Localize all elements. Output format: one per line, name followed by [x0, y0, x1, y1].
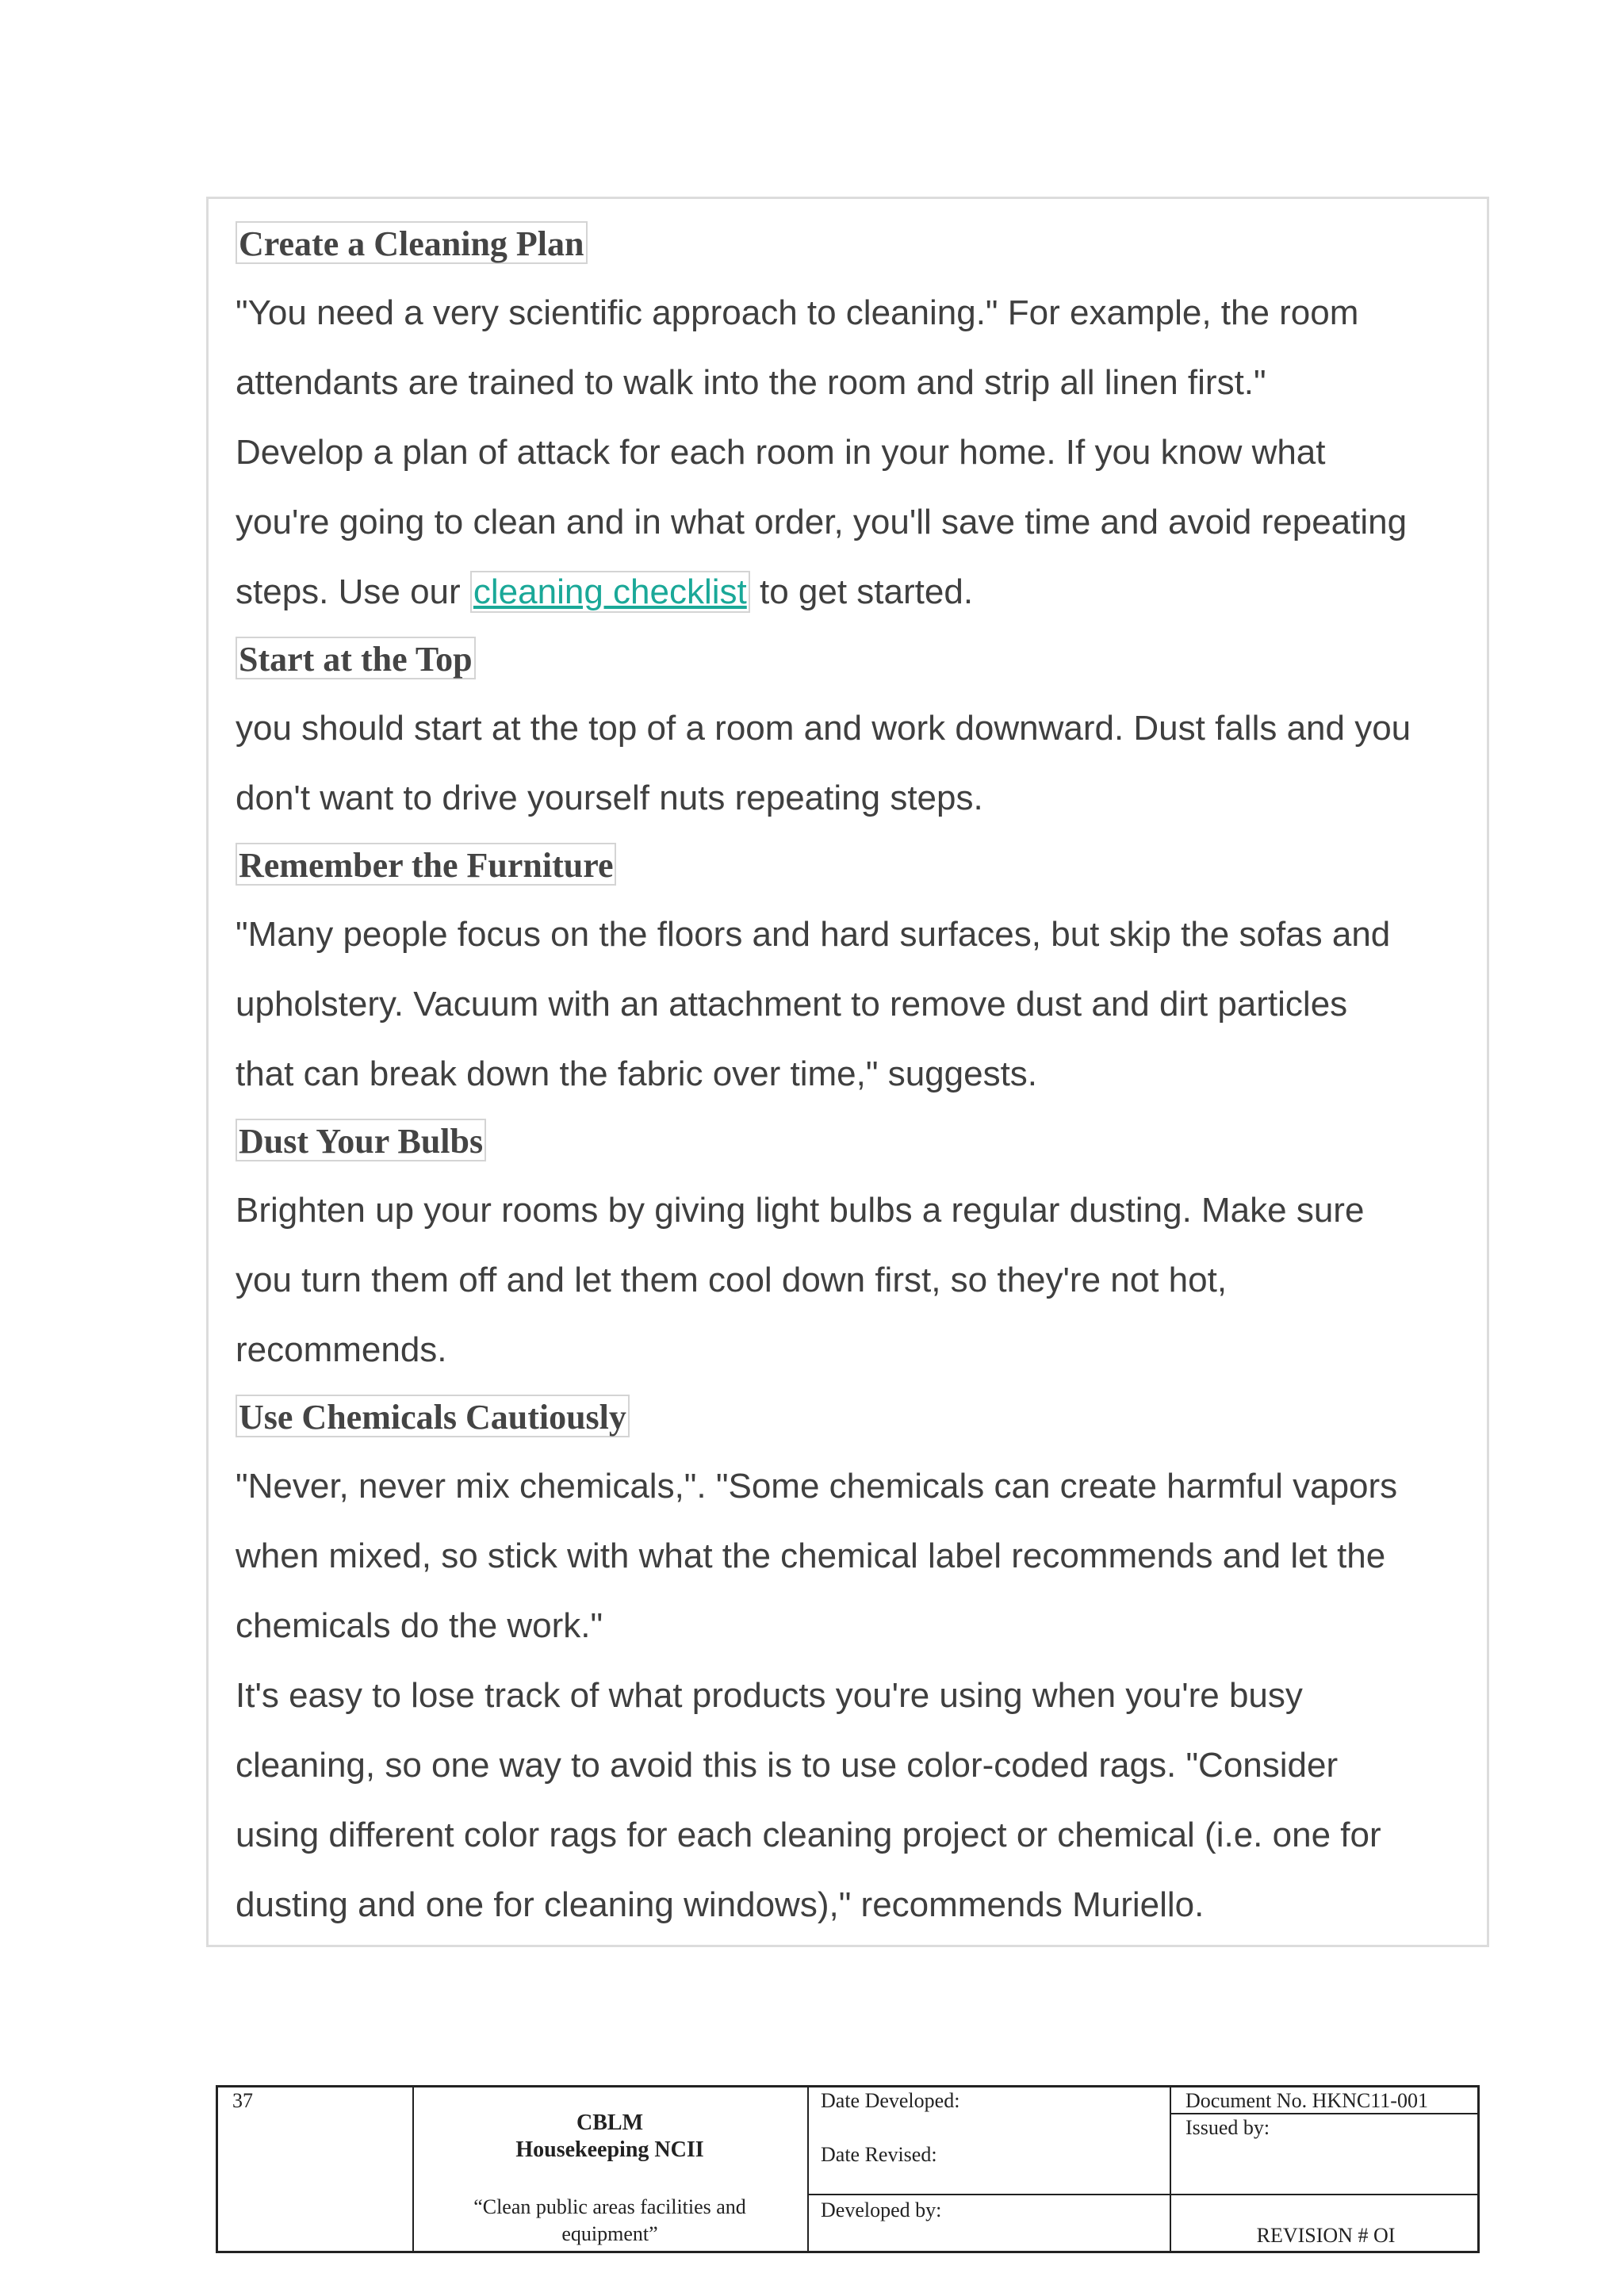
body-line: that can break down the fabric over time," suggests.	[236, 1054, 1038, 1093]
link-prefix-text: steps. Use our	[236, 572, 470, 611]
body-line: "Many people focus on the floors and hard surfaces, but skip the sofas and	[236, 915, 1391, 954]
issued-by-label: Issued by:	[1185, 2116, 1270, 2139]
table-divider	[807, 2194, 1477, 2195]
body-line: Develop a plan of attack for each room in your home. If you know what	[236, 433, 1326, 472]
body-line: "You need a very scientific approach to cleaning." For example, the room	[236, 293, 1359, 332]
body-line: you're going to clean and in what order, you'll save time and avoid repeating	[236, 503, 1408, 541]
content-body	[236, 223, 1482, 1951]
program-label: Housekeeping NCII	[515, 2137, 704, 2162]
body-line: upholstery. Vacuum with an attachment to remove dust and dirt particles	[236, 985, 1348, 1024]
section-heading-chemicals: Use Chemicals Cautiously	[236, 1395, 630, 1437]
body-line: using different color rags for each cleaning project or chemical (i.e. one for	[236, 1816, 1381, 1854]
date-revised-label: Date Revised:	[821, 2143, 937, 2166]
section-heading-start-at-top: Start at the Top	[236, 637, 476, 679]
body-line: attendants are trained to walk into the room and strip all linen first."	[236, 363, 1266, 402]
date-developed-label: Date Developed:	[821, 2089, 960, 2112]
body-line: don't want to drive yourself nuts repeating steps.	[236, 779, 983, 817]
body-line-with-link	[236, 568, 1482, 638]
body-line: you turn them off and let them cool down first, so they're not hot,	[236, 1261, 1228, 1299]
body-line: It's easy to lose track of what products you're using when you're busy	[236, 1676, 1303, 1715]
section-heading-dust-bulbs: Dust Your Bulbs	[236, 1119, 486, 1161]
body-line: "Never, never mix chemicals,". "Some chemicals can create harmful vapors	[236, 1467, 1398, 1506]
footer-table	[216, 2085, 1480, 2253]
table-divider	[807, 2087, 809, 2251]
module-title-line2: equipment”	[561, 2222, 658, 2245]
body-line: chemicals do the work."	[236, 1606, 603, 1645]
table-divider	[1170, 2113, 1477, 2114]
revision-label: REVISION # OI	[1256, 2224, 1396, 2247]
page-number: 37	[232, 2089, 253, 2112]
section-heading-cleaning-plan: Create a Cleaning Plan	[236, 221, 588, 264]
link-suffix-text: to get started.	[749, 572, 974, 611]
content-panel	[206, 197, 1489, 1947]
body-line: recommends.	[236, 1330, 447, 1369]
body-line: you should start at the top of a room and work downward. Dust falls and you	[236, 709, 1411, 748]
section-heading-remember-furniture: Remember the Furniture	[236, 843, 616, 886]
module-title-line1: “Clean public areas facilities and	[473, 2195, 746, 2218]
body-line: cleaning, so one way to avoid this is to use color-coded rags. "Consider	[236, 1746, 1339, 1785]
cleaning-checklist-link[interactable]: cleaning checklist	[470, 571, 750, 613]
cblm-label: CBLM	[576, 2110, 643, 2135]
body-line: when mixed, so stick with what the chemical label recommends and let the	[236, 1536, 1386, 1575]
document-number: Document No. HKNC11-001	[1185, 2089, 1428, 2112]
developed-by-label: Developed by:	[821, 2198, 942, 2221]
body-line: dusting and one for cleaning windows)," recommends Muriello.	[236, 1885, 1205, 1924]
body-line: Brighten up your rooms by giving light bulbs a regular dusting. Make sure	[236, 1191, 1365, 1230]
